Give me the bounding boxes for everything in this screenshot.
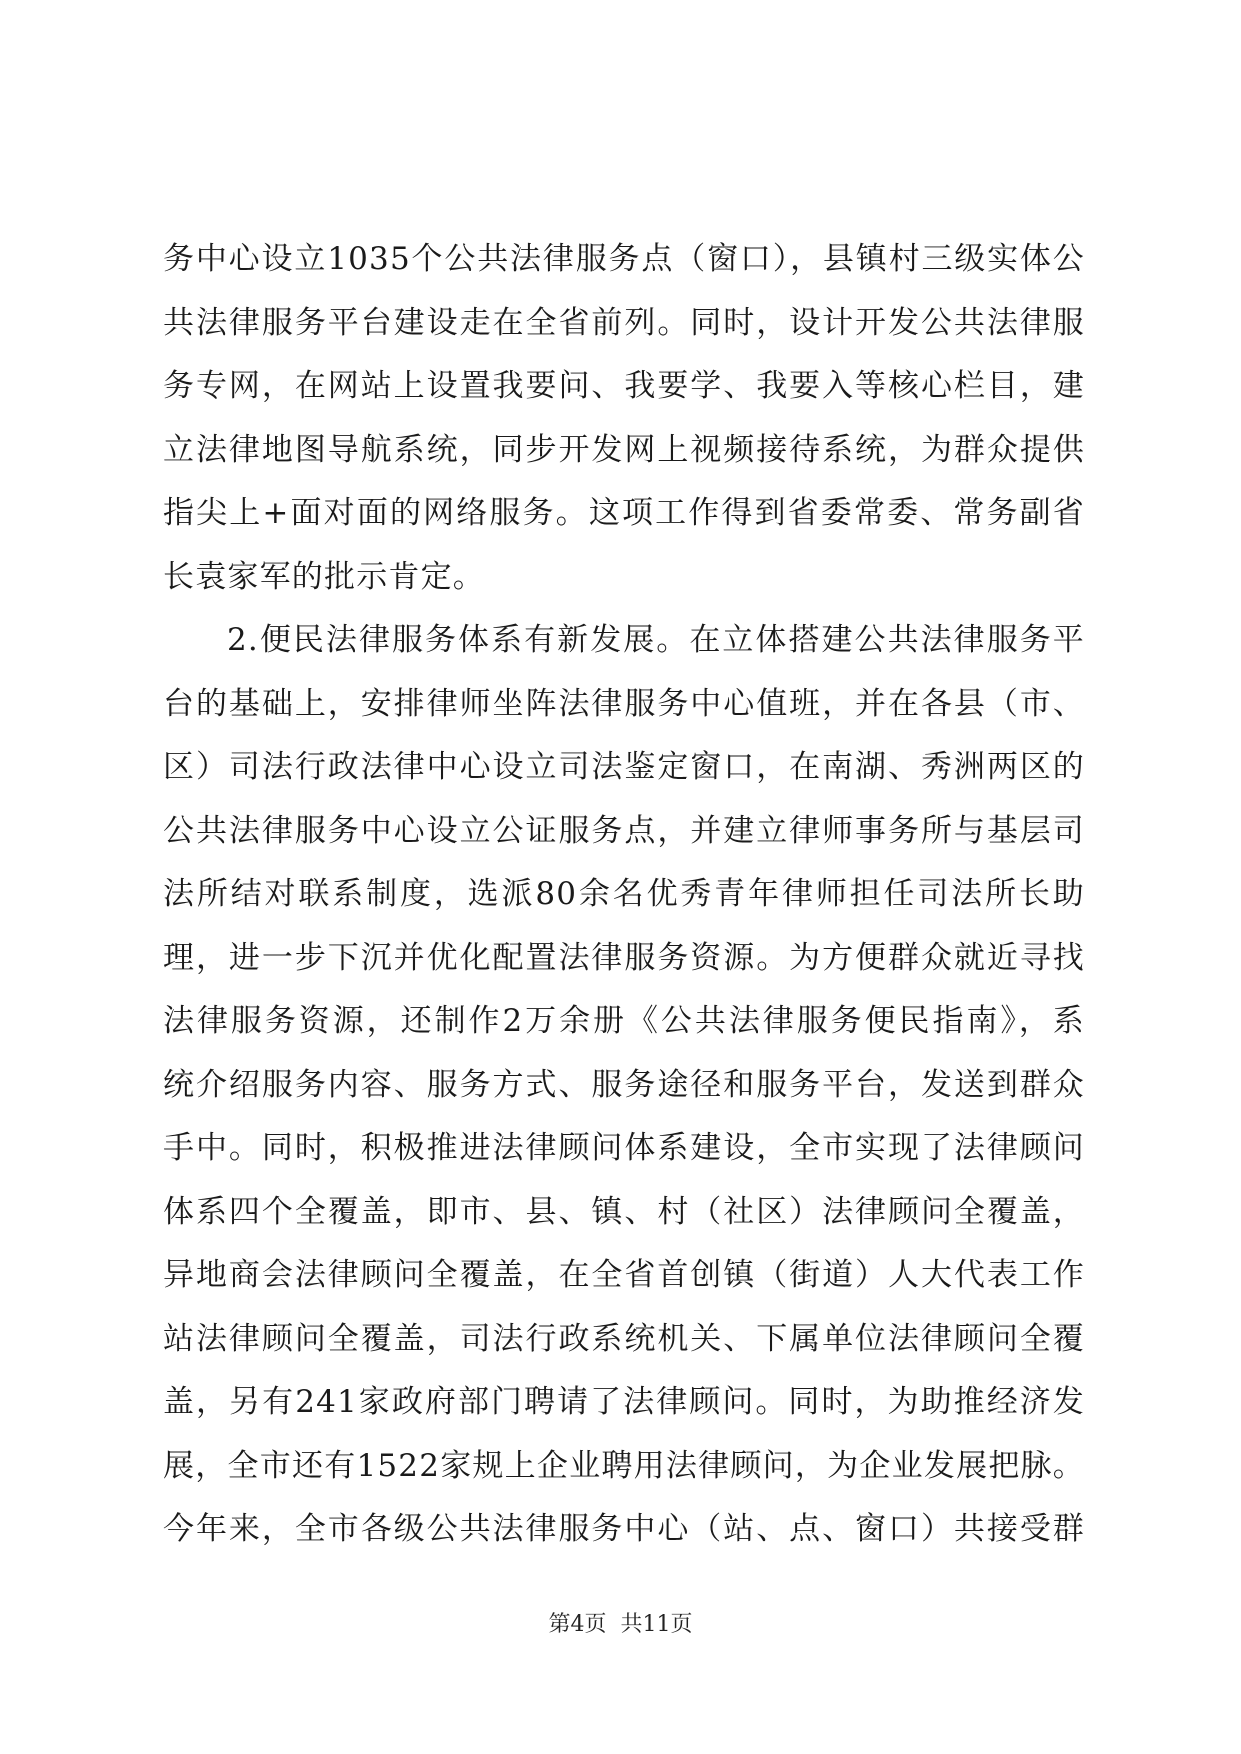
text-line: 共法律服务平台建设走在全省前列。同时，设计开发公共法律服 [163,304,1085,341]
text-line: 法所结对联系制度，选派80余名优秀青年律师担任司法所长助 [163,876,1085,912]
text-line: 展，全市还有1522家规上企业聘用法律顾问，为企业发展把脉。 [163,1447,1085,1484]
text-line: 务专网，在网站上设置我要问、我要学、我要入等核心栏目，建 [163,368,1085,404]
text-line: 体系四个全覆盖，即市、县、镇、村（社区）法律顾问全覆盖， [163,1193,1085,1230]
paragraph-start-line: 2.便民法律服务体系有新发展。在立体搭建公共法律服务平 [227,622,1085,658]
text-line: 立法律地图导航系统，同步开发网上视频接待系统，为群众提供 [163,431,1085,468]
text-line: 法律服务资源，还制作2万余册《公共法律服务便民指南》，系 [163,1003,1085,1039]
text-line: 站法律顾问全覆盖，司法行政系统机关、下属单位法律顾问全覆 [163,1320,1085,1357]
text-line: 指尖上+面对面的网络服务。这项工作得到省委常委、常务副省 [163,495,1085,531]
text-line: 手中。同时，积极推进法律顾问体系建设，全市实现了法律顾问 [163,1130,1085,1166]
text-line: 台的基础上，安排律师坐阵法律服务中心值班，并在各县（市、 [163,685,1085,722]
page-number-label: 第4页 共11页 [548,1612,693,1637]
page-footer [0,1607,1241,1638]
text-line: 统介绍服务内容、服务方式、服务途径和服务平台，发送到群众 [163,1066,1085,1103]
text-line: 公共法律服务中心设立公证服务点，并建立律师事务所与基层司 [163,812,1085,849]
text-line: 今年来，全市各级公共法律服务中心（站、点、窗口）共接受群 [163,1511,1085,1547]
text-line: 务中心设立1035个公共法律服务点（窗口），县镇村三级实体公 [163,241,1085,277]
text-line: 异地商会法律顾问全覆盖，在全省首创镇（街道）人大代表工作 [163,1257,1085,1293]
document-body [163,228,1085,1562]
text-line: 区）司法行政法律中心设立司法鉴定窗口，在南湖、秀洲两区的 [163,749,1085,785]
text-line: 长袁家军的批示肯定。 [163,558,485,595]
text-line: 盖，另有241家政府部门聘请了法律顾问。同时，为助推经济发 [163,1384,1085,1420]
text-line: 理，进一步下沉并优化配置法律服务资源。为方便群众就近寻找 [163,939,1085,976]
